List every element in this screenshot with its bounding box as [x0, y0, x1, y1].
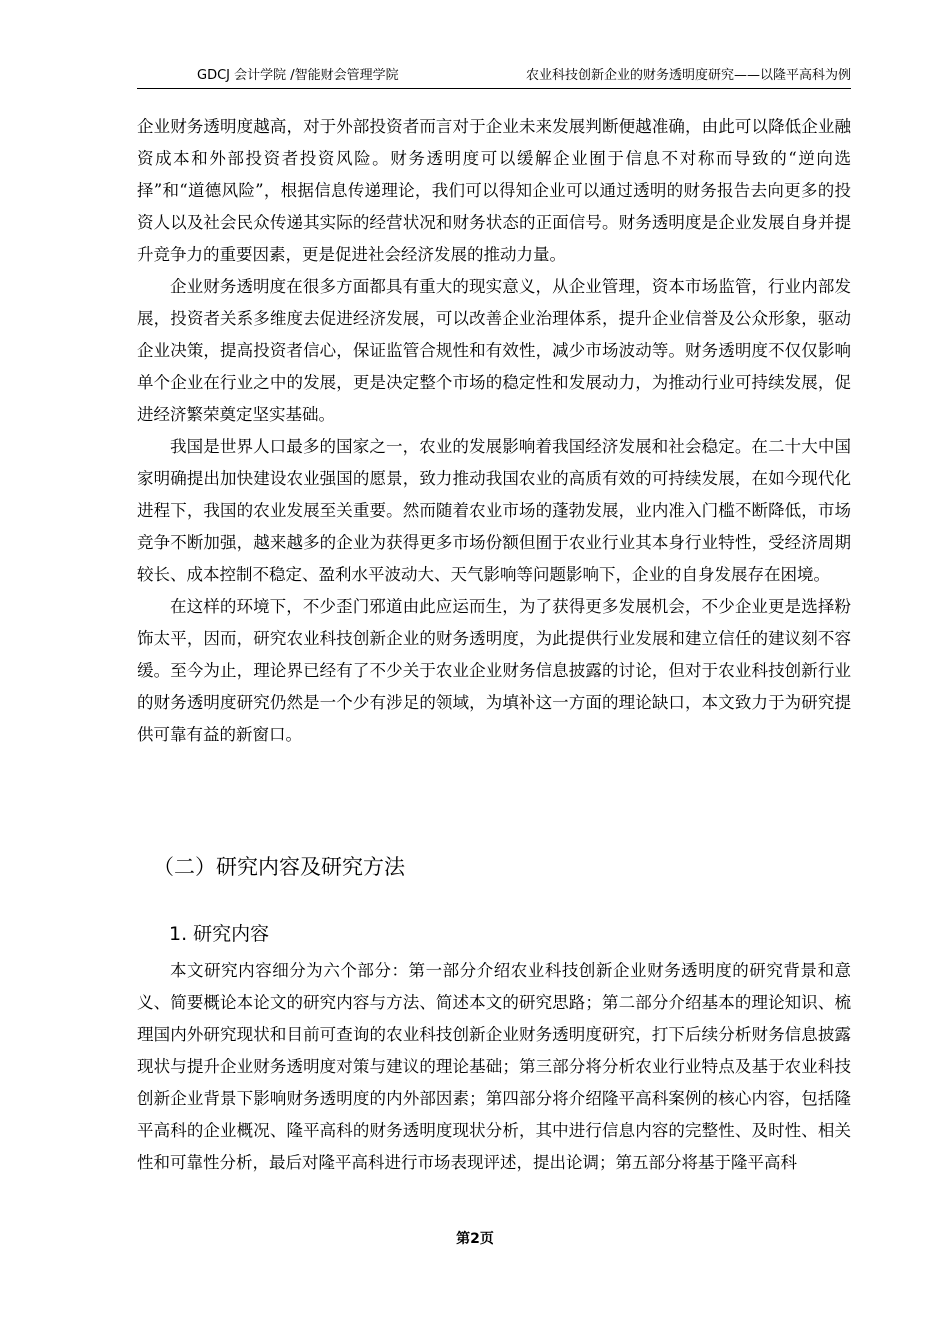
research-content-block	[137, 955, 851, 1179]
header-institution: GDCJ 会计学院 /智能财会管理学院	[197, 68, 399, 83]
header-divider	[137, 88, 851, 89]
paragraph-significance: 企业财务透明度在很多方面都具有重大的现实意义，从企业管理，资本市场监管，行业内部发展，投资者关系多维度去促进经济发展，可以改善企业治理体系，提升企业信誉及公众形象，驱动企业决策，提高投资者信心，保证监管合规性和有效性，减少市场波动等。财务透明度不仅仅影响单个企业在行业之中的发展，更是决定整个市场的稳定性和发展动力，为推动行业可持续发展，促进经济繁荣奠定坚实基础。	[137, 277, 851, 424]
subsection-heading: 1. 研究内容	[169, 923, 270, 945]
paragraph-motivation: 在这样的环境下，不少歪门邪道由此应运而生，为了获得更多发展机会，不少企业更是选择粉饰太平，因而，研究农业科技创新企业的财务透明度，为此提供行业发展和建立信任的建议刻不容缓。至今为止，理论界已经有了不少关于农业企业财务信息披露的讨论，但对于农业科技创新行业的财务透明度研究仍然是一个少有涉足的领域，为填补这一方面的理论缺口，本文致力于为研究提供可靠有益的新窗口。	[137, 597, 851, 744]
section-heading: （二）研究内容及研究方法	[153, 855, 405, 879]
page-number: 第2页	[456, 1231, 494, 1247]
header-paper-title: 农业科技创新企业的财务透明度研究——以隆平高科为例	[525, 68, 851, 83]
page-body	[137, 111, 851, 1172]
paragraph-research-content: 本文研究内容细分为六个部分：第一部分介绍农业科技创新企业财务透明度的研究背景和意义、简要概论本论文的研究内容与方法、简述本文的研究思路；第二部分介绍基本的理论知识、梳理国内外研究现状和目前可查询的农业科技创新企业财务透明度研究，打下后续分析财务信息披露现状与提升企业财务透明度对策与建议的理论基础；第三部分将分析农业行业特点及基于农业科技创新企业背景下影响财务透明度的内外部因素；第四部分将介绍隆平高科案例的核心内容，包括隆平高科的企业概况、隆平高科的财务透明度现状分析，其中进行信息内容的完整性、及时性、相关性和可靠性分析，最后对隆平高科进行市场表现评述，提出论调；第五部分将基于隆平高科	[137, 961, 851, 1172]
paragraph-continuation: 企业财务透明度越高，对于外部投资者而言对于企业未来发展判断便越准确，由此可以降低企业融资成本和外部投资者投资风险。财务透明度可以缓解企业囿于信息不对称而导致的“逆向选择”和“道德风险”，根据信息传递理论，我们可以得知企业可以通过透明的财务报告去向更多的投资人以及社会民众传递其实际的经营状况和财务状态的正面信号。财务透明度是企业发展自身并提升竞争力的重要因素，更是促进社会经济发展的推动力量。	[137, 117, 851, 264]
running-header	[137, 66, 851, 86]
paragraph-background: 我国是世界人口最多的国家之一，农业的发展影响着我国经济发展和社会稳定。在二十大中国家明确提出加快建设农业强国的愿景，致力推动我国农业的高质有效的可持续发展，在如今现代化进程下，我国的农业发展至关重要。然而随着农业市场的蓬勃发展，业内准入门槛不断降低，市场竞争不断加强，越来越多的企业为获得更多市场份额但囿于农业行业其本身行业特性，受经济周期较长、成本控制不稳定、盈利水平波动大、天气影响等问题影响下，企业的自身发展存在困境。	[137, 437, 851, 584]
